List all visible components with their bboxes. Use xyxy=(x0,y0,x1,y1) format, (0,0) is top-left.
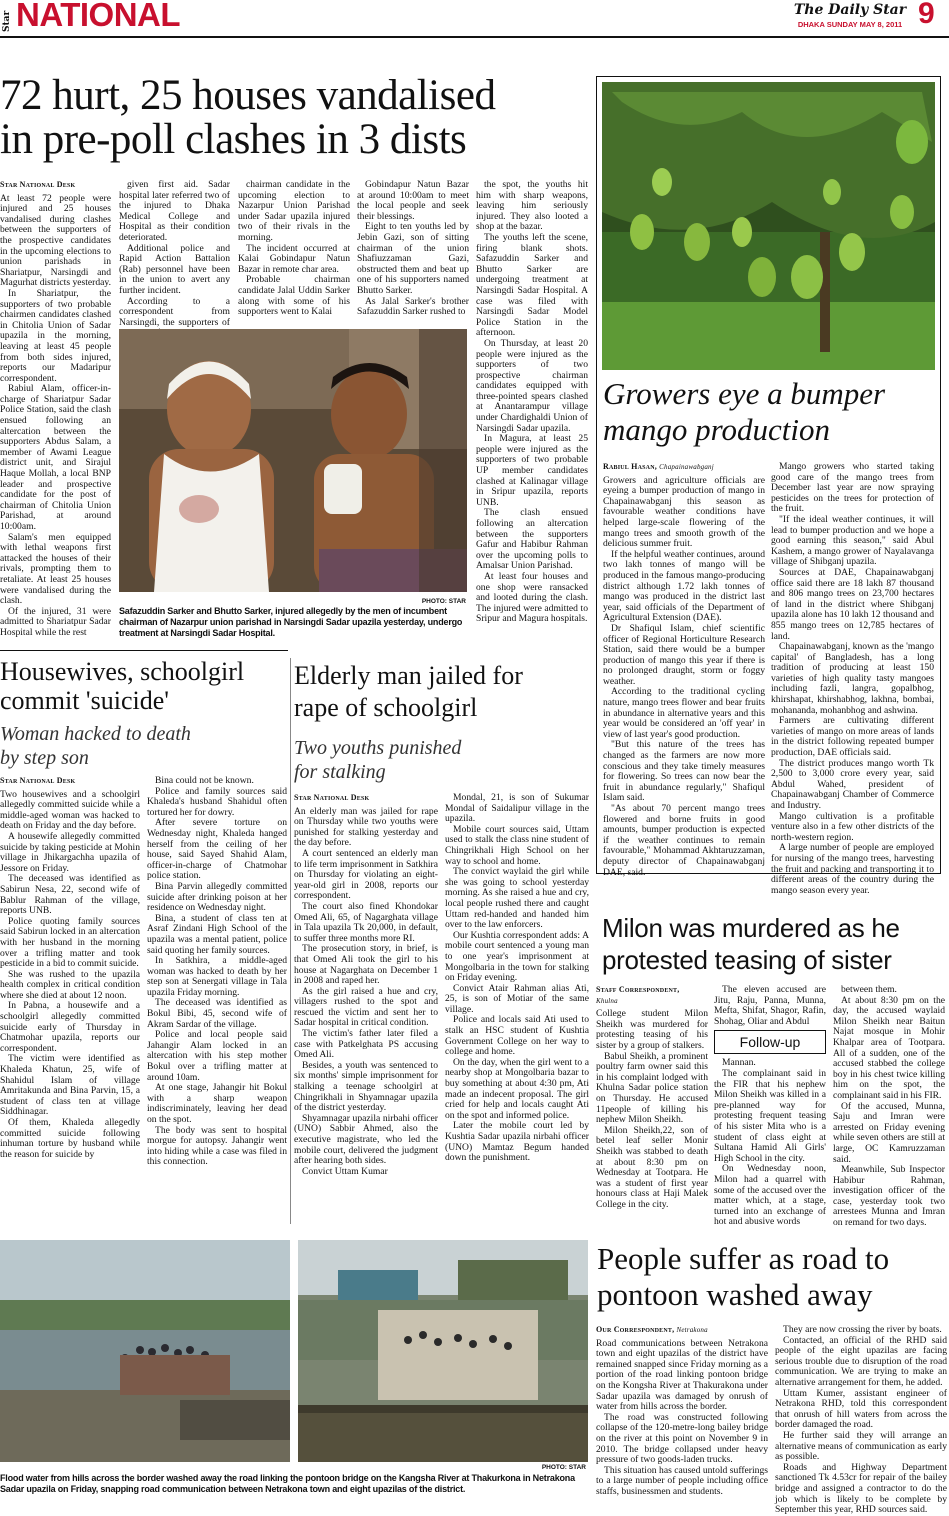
paragraph: College student Milon Sheikh was murdered for protesting teasing of his sister by a group of stalkers. xyxy=(596,1008,708,1051)
story1-col4 xyxy=(357,180,469,326)
paragraph: Probable chairman candidate Jalal Uddin Sarker along with some of his supporters went to Kalai xyxy=(238,274,350,318)
story1-headline: 72 hurt, 25 houses vandalised in pre-poll clashes in 3 dists xyxy=(0,72,496,163)
paragraph: Mondal, 21, is son of Sukumar Mondal of Saidalipur village in the upazila. xyxy=(445,792,589,825)
paragraph: Shyamnagar upazila nirbahi officer (UNO) Sabbir Ahmed, also the executive magistrate, who led the mobile court, delivered the judgment after hearing both sides. xyxy=(294,1112,438,1167)
story3-headline: Elderly man jailed for rape of schoolgirl xyxy=(294,661,523,722)
paragraph: At about 8:30 pm on the day, the accused waylaid Milon Sheikh near Baitun Najat mosque in Mohir Khalpar area of Tootpara. All of a sudden, one of the accused stabbed the college boy in his chest twice killing him on the spot, the complainant said in his FIR. xyxy=(833,994,945,1101)
paragraph: Bina, a student of class ten at Asraf Zindani High School of the upazila was a mental patient, police said quoting her family sources. xyxy=(147,912,287,956)
paragraph: Sources at DAE, Chapainawabganj office said there are 18 lakh 87 thousand and 806 mango trees on 23,700 hectares of land in the district where Shibganj upazila alone has 10 lakh 12 thousand and 855 mango trees on 12,785 hectares of land. xyxy=(771,566,934,642)
story1-col3 xyxy=(238,180,350,326)
story1-col1-text xyxy=(0,194,111,639)
story6-col2 xyxy=(775,1324,947,1516)
page-number: 9 xyxy=(918,0,935,30)
paragraph: Of them, Khaleda allegedly committed suicide following inhuman torture by husband while the reason for suicide by xyxy=(0,1117,140,1160)
paragraph: A court sentenced an elderly man to life term imprisonment in Satkhira on Thursday for violating an eight-year-old girl in 2008, reports our correspondent. xyxy=(294,847,438,902)
paragraph: Of the accused, Munna, Saju and Imran were arrested on Friday evening while seven others are still at large, OC Kamruzzaman said. xyxy=(833,1100,945,1165)
paragraph: "If the ideal weather continues, it will lead to bumper production and we hope a good earning this season," said Abul Kashem, a mango grower of Nayalavanga village of Shibganj upazila. xyxy=(771,513,934,568)
paragraph: Our Kushtia correspondent adds: A mobile court sentenced a young man to one year's imprisonment at Mongolbaria in the town for stalking on Friday evening. xyxy=(445,929,589,984)
header-rule xyxy=(0,36,949,38)
story2-col1: Star National Desk Two housewives and a schoolgirl allegedly committed suicide while a middle-aged woman was hacked to death on Friday and the day before. A housewife allegedly committed suicide by taking pesticide at Mohin village in Jhikargachha upazila of Jessore on Friday. The deceased was identified as Sabirun Nesa, 22, second wife of Bablur Rahman of the village, reports UNB. Police quoting family sources said Sabirun locked in an altercation with her husband in the morning over a trifling matter and took pesticide in a bid to commit suicide. She was rushed to the upazila health complex in critical condition where she died at about 12 noon. In Pabna, a housewife and a schoolgirl allegedly committed suicide early of Thursday in Chatmohar upazila, reports our correspondent. The victim were identified as Khaleda Khatun, 25, wife of Shahidul Islam of village Amritakunda and Bina Parvin, 15, a student of class ten at village Siddhinagar. Of them, Khaleda allegedly committed suicide following inhuman torture by husband while the reason for suicide by xyxy=(0,776,140,1160)
paragraph: Roads and Highway Department sanctioned Tk 4.53cr for repair of the bailey bridge and assigned a contractor to do the job which is likely to be complete by September this year, RHD sources said. xyxy=(775,1461,947,1516)
paragraph: The body was sent to hospital morgue for autopsy. Jahangir went into hiding while a case was filed in this connection. xyxy=(147,1124,287,1168)
paragraph: given first aid. Sadar hospital later referred two of the injured to Dhaka Medical College and Hospital as their condition deteriorated. xyxy=(119,179,230,243)
paragraph: A large number of people are employed for nursing of the mango trees, harvesting the fruit and packing and transporting it to different areas of the country during the mango season every year. xyxy=(771,842,934,896)
paragraph: As Jalal Sarker's brother Safazuddin Sarker rushed to xyxy=(357,295,469,318)
paragraph: Dr Shafiqul Islam, chief scientific officer of Regional Horticulture Research Station, said there would be a bumper production of mango this year if there is no prolonged draught, storm or foggy weather. xyxy=(603,622,765,687)
story1-col1: Star National Desk At least 72 people were injured and 25 houses vandalised during clashes between the supporters of the prospective candidates in the upcoming elections to union parishads in Shariatpur, Narsingdi and Magurhat districts yesterday. In Shariatpur, the supporters of two probable chairmen candidates clashed in Chitolia Union of Sadar upazila in the morning, leaving at least 45 people from both sides injured, reports our Madaripur correspondent. Rabiul Alam, officer-in-charge of Shariatpur Sadar Police Station, said the clash ensued following an altercation between the supporters Abdus Salam, a member of Awami League district unit, and Sirajul Haque Mollah, a local BNP leader and prospective candidate for the post of chairman of Chitolia Union Parishad, at around 10:00am. Salam's men equipped with lethal weapons first attacked the houses of their rivals, prompting them to retaliate. At least 25 houses were vandalised during the clash. Of the injured, 31 were admitted to Shariatpur Sadar Hospital while the rest xyxy=(0,180,112,638)
paragraph: Rabiul Alam, officer-in-charge of Shariatpur Sadar Police Station, said the clash ensued following an altercation between the supporters Abdus Salam, a member of Awami League district unit, and Sirajul Haque Mollah, a local BNP leader and prospective candidate for the post of chairman of Chitolia Union Parishad, at around 10:00am. xyxy=(0,383,111,532)
paragraph: chairman candidate in the upcoming election to Nazarpur Union Parishad under Sadar upazila injured two of their rivals in the morning. xyxy=(238,179,350,243)
paragraph: According to a correspondent from Narsingdi, the supporters of xyxy=(119,295,230,328)
paragraph: Besides, a youth was sentenced to six months' simple imprisonment for stalking a teenage schoolgirl at Chingrikhali in Shyamnagar upazila of the district yesterday. xyxy=(294,1059,438,1114)
paragraph: After severe torture on Wednesday night, Khaleda hanged herself from the ceiling of her house, said Sayed Shahid Alam, officer-in-charge of Chatmohar police station. xyxy=(147,817,287,882)
paragraph: Growers and agriculture officials are eyeing a bumper production of mango in Chapainawabganj this season as favourable weather conditions have helped large-scale flowering of the mango trees and smooth growth of the delicious summer fruit. xyxy=(603,474,765,550)
paragraph: "But this nature of the trees has changed as the farmers are now more conscious and they take timely measures for flowering. So trees can now bear the fruit in abundance regularly," Shafiqul Islam said. xyxy=(603,739,765,804)
story6-photo-credit: PHOTO: STAR xyxy=(541,1464,586,1471)
story1-photo-credit: PHOTO: STAR xyxy=(421,598,466,605)
paragraph: Police and family sources said Khaleda's husband Shahidul often tortured her for dowry. xyxy=(147,785,287,818)
story4-col1: Rabiul Hasan, Chapainawabganj Growers and agriculture officials are eyeing a bumper production of mango in Chapainawabganj this season as favourable weather conditions have helped large-scale flowering of the mango trees and smooth growth of the delicious summer fruit. If the helpful weather continues, around two lakh tonnes of mango will be produced in the famous mango-producing district although 1.72 lakh tonnes of mango was produced in the district last year, said officials of the Department of Agricultural Extension (DAE). Dr Shafiqul Islam, chief scientific officer of Regional Horticulture Research Station, said there would be a bumper production of mango this year if there is no prolonged draught, storm or foggy weather. According to the traditional cycling nature, mango trees flower and bear fruits in abundance in alternative years and this year would be considered an 'off year' in view of last year's good production. "But this nature of the trees has changed as the farmers are now more conscious and they take timely measures for flowering. So trees can now bear the fruit in abundance regularly," Shafiqul Islam said. "As about 70 percent mango trees flowered and borne fruits in good amounts, bumper production is expected if the weather continues to remain favourable," Mohammad Akhtaruzzaman, deputy director of Chapainawabganj DAE, said. xyxy=(603,462,765,878)
paragraph: The youths left the scene, firing blank shots. Safazuddin Sarker and Bhutto Sarker are undergoing treatment at Narsingdi Sadar Hospital. A case was filed with Narsingdi Sadar Model Police Station in the afternoon. xyxy=(476,231,588,339)
paragraph: between them. xyxy=(841,984,897,995)
paragraph: The deceased was identified as Bokul Bibi, 45, second wife of Akram Sardar of the village. xyxy=(147,997,287,1030)
paragraph: Mannan. xyxy=(722,1057,756,1069)
paragraph: Two housewives and a schoolgirl allegedly committed suicide while a middle-aged woman was hacked to death on Friday and the day before. xyxy=(0,788,140,832)
paragraph: Gobindapur Natun Bazar at around 10:00am to meet the local people and seek their blessings. xyxy=(357,179,469,222)
paragraph: Bina could not be known. xyxy=(155,775,254,786)
paragraph: In Pabna, a housewife and a schoolgirl allegedly committed suicide early of Thursday in Chatmohar upazila, reports our correspondent. xyxy=(0,1000,140,1054)
paragraph: An elderly man was jailed for rape on Thursday while two youths were punished for stalking yesterday and the day before. xyxy=(294,805,438,849)
paragraph: Later the mobile court led by Kushtia Sadar upazila nirbahi officer (UNO) Mamtaz Begum handed down the punishment. xyxy=(445,1120,589,1164)
story3-col2 xyxy=(445,793,589,1229)
paragraph: At one stage, Jahangir hit Bokul with a sharp weapon indiscriminately, leaving her dead on the spot. xyxy=(147,1082,287,1125)
paragraph: The road was constructed following collapse of the 120-metre-long bailey bridge on the river at this point on November 9 in 2010. The bridge collapsed under heavy pressure of two goods-laden trucks. xyxy=(596,1411,768,1466)
paragraph: At least 72 people were injured and 25 houses vandalised during clashes between the supporters of the prospective candidates in the upcoming elections to union parishads in Shariatpur, Narsingdi and Magurhat districts yesterday. xyxy=(0,192,112,289)
masthead-logo: Star xyxy=(2,10,12,32)
paragraph: A housewife allegedly committed suicide by taking pesticide at Mohin village in Jhikargachha upazila of Jessore on Friday. xyxy=(0,830,140,874)
paragraph: If the helpful weather continues, around two lakh tonnes of mango will be produced in the famous mango-producing district although 1.72 lakh tonnes of mango was produced in the district last year, said officials of the Department of Agricultural Extension (DAE). xyxy=(603,548,765,624)
story3-col1: Star National Desk An elderly man was jailed for rape on Thursday while two youths were punished for stalking yesterday and the day before. A court sentenced an elderly man to life term imprisonment in Satkhira on Thursday for violating an eight-year-old girl in 2008, reports our correspondent. The court also fined Khondokar Omed Ali, 65, of Nagarghata village in Tala upazila Tk 20,000, in default, to suffer three months more RI. The prosecution story, in brief, is that Omed Ali took the girl to his house at Nagarghata on December 1 in 2008 and raped her. As the girl raised a hue and cry, villagers rushed to the spot and rescued the victim and sent her to Sadar hospital in critical condition. The victim's father later filed a case with Patkelghata PS accusing Omed Ali. Besides, a youth was sentenced to six months' simple imprisonment for stalking a teenage schoolgirl at Chingrikhali in Shyamnagar upazila of the district yesterday. Shyamnagar upazila nirbahi officer (UNO) Sabbir Ahmed, also the executive magistrate, who led the mobile court, delivered the judgment after hearing both sides. Convict Uttam Kumar xyxy=(294,793,438,1177)
story2-deck: Woman hacked to death by step son xyxy=(0,723,191,769)
flood-photo-left xyxy=(0,1240,290,1462)
paragraph: Farmers are cultivating different varieties of mango on more areas of lands in the district following repeated bumper production, DAE officials said. xyxy=(771,715,934,759)
paragraph: Convict Uttam Kumar xyxy=(302,1165,388,1177)
paragraph: "As about 70 percent mango trees flowered and borne fruits in good amounts, bumper production is expected if the weather continues to remain favourable," Mohammad Akhtaruzzaman, deputy director of Chapainawabganj DAE, said. xyxy=(603,803,765,878)
flood-photo-right xyxy=(298,1240,588,1462)
story5-col2 xyxy=(714,985,826,1230)
story5-col3 xyxy=(833,985,945,1230)
section-title: NATIONAL xyxy=(16,0,181,33)
paragraph: Salam's men equipped with lethal weapons first attacked the houses of their rivals, prompting them to retaliate. At least 25 houses were vandalised during the clash. xyxy=(0,531,111,607)
story4-headline: Growers eye a bumper mango production xyxy=(603,376,886,447)
story5-col1: Staff Correspondent, Khulna College student Milon Sheikh was murdered for protesting teasing of his sister by a group of stalkers. Babul Sheikh, a prominent poultry farm owner said this in his complaint lodged with Khulna Sadar police station on Thursday. He accused 11people of killing his nephew Milon Sheikh. Milon Sheikh,22, son of betel leaf seller Monir Sheikh was stabbed to death at about 8:30 pm on Wednesday at Tootpara. He was a student of first year honours class at Haji Malek College in the city. xyxy=(596,985,708,1210)
paragraph: Contacted, an official of the RHD said people of the eight upazilas are facing serious trouble due to disruption of the road communication. We are trying to make an alternative arrangement for them, he added. xyxy=(775,1334,947,1388)
paragraph: The incident occurred at Kalai Gobindapur Natun Bazar in remote char area. xyxy=(238,242,350,275)
story1-photo-caption: Safazuddin Sarker and Bhutto Sarker, injured allegedly by the men of incumbent chairman of Nazarpur union parishad in Narsingdi Sadar upazila yesterday, undergo treatment at Narsingdi Sadar Hospital. xyxy=(119,606,463,638)
story1-col2 xyxy=(119,180,230,326)
paragraph: The complainant said in the FIR that his nephew Milon Sheikh was killed in a pre-planned way for protesting frequent teasing of his sister Mita who is a student of class eight at Sultana Hamid Ali Girls' High School in the city. xyxy=(714,1067,826,1164)
paragraph: The clash ensued following an altercation between the supporters Gafur and Habibur Rahman over the upcoming polls to Amalsar Union Parishad. xyxy=(476,507,588,572)
paragraph: Road communications between Netrakona town and eight upazilas of the district have remained snapped since Friday morning as a portion of the road linking pontoon bridge on the Kongsha River at Thakurakona under Sadar upazila was damaged by onrush of water from hills across the border. xyxy=(596,1337,768,1413)
paragraph: Babul Sheikh, a prominent poultry farm owner said this in his complaint lodged with Khulna Sadar police station on Thursday. He accused 11people of killing his nephew Milon Sheikh. xyxy=(596,1050,708,1126)
mango-tree-photo xyxy=(602,82,935,370)
paragraph: Additional police and Rapid Action Battalion (Rab) personnel have been in the union to avert any further incident. xyxy=(119,242,230,296)
paragraph: On the day, when the girl went to a nearby shop at Mongolbaria bazar to buy something at about 4:30 pm, Ati made an indecent proposal. The girl cried for help and locals caught Ati on the spot and informed police. xyxy=(445,1056,589,1121)
paragraph: Meanwhile, Sub Inspector Habibur Rahman, investigation officer of the case, yesterday took two arrestees Munna and Imran on remand for two days. xyxy=(833,1164,945,1229)
paragraph: Uttam Kumer, assistant engineer of Netrakona RHD, told this correspondent that onrush of hill waters from across the border damaged the road. xyxy=(775,1387,947,1431)
paragraph: Police and local people said Jahangir Alam locked in an altercation with his step mother Bokul over a trifling matter at around 10am. xyxy=(147,1029,287,1083)
paragraph: The prosecution story, in brief, is that Omed Ali took the girl to his house at Nagarghata on December 1 in 2008 and raped her. xyxy=(294,943,438,987)
story6-col1: Our Correspondent, Netrakona Road communications between Netrakona town and eight upazilas of the district have remained snapped since Friday morning as a portion of the road linking pontoon bridge on the Kongsha River at Thakurakona under Sadar upazila was damaged by onrush of water from hills across the border. The road was constructed following collapse of the 120-metre-long bailey bridge on the river at this point on November 9 in 2010. The bridge collapsed under heavy pressure of two goods-laden trucks. This situation has caused untold sufferings to a large number of people including office staffs, businessmen and students. xyxy=(596,1325,768,1497)
paragraph: The court also fined Khondokar Omed Ali, 65, of Nagarghata village in Tala upazila Tk 20,000, in default, to suffer three months more RI. xyxy=(294,900,438,944)
story4-col2 xyxy=(771,461,934,896)
paragraph: He further said they will arrange an alternative means of communication as early as possible. xyxy=(775,1429,947,1463)
paragraph: Of the injured, 31 were admitted to Shariatpur Sadar Hospital while the rest xyxy=(0,605,111,638)
paragraph: Police and locals said Ati used to stalk an HSC student of Kushtia Government College on her way to college and home. xyxy=(445,1014,589,1058)
story1-col5 xyxy=(476,180,588,645)
paragraph: In Satkhira, a middle-aged woman was hacked to death by her step son at Senergati village in Tala upazila Friday morning. xyxy=(147,955,287,998)
paragraph: As the girl raised a hue and cry, villagers rushed to the spot and rescued the victim and sent her to Sadar hospital in critical condition. xyxy=(294,985,438,1029)
paragraph: The district produces mango worth Tk 2,500 to 3,000 crore every year, said Abdul Wahed, president of Chapainawabganj Chamber of Commerce and Industry. xyxy=(771,757,934,811)
followup-tag: Follow-up xyxy=(714,1030,826,1054)
paragraph: In Magura, at least 25 people were injured as the supporters of two probable UP member candidates clashed at Kalinagar village in Sripur upazila, reports UNB. xyxy=(476,433,588,508)
paragraph: Eight to ten youths led by Jebin Gazi, son of sitting chairman of the union Shafiuzzaman Gazi, obstructed them and beat up one of his supporters named Bhutto Sarker. xyxy=(357,221,469,296)
injured-men-photo xyxy=(119,329,467,592)
paragraph: Police quoting family sources said Sabirun locked in an altercation with her husband in the morning over a trifling matter and took pesticide in a bid to commit suicide. xyxy=(0,915,140,970)
dateline: DHAKA SUNDAY MAY 8, 2011 xyxy=(797,20,903,29)
story2-headline: Housewives, schoolgirl commit 'suicide' xyxy=(0,657,245,715)
paragraph: The victim's father later filed a case with Patkelghata PS accusing Omed Ali. xyxy=(294,1028,438,1061)
paragraph: the spot, the youths hit him with sharp weapons, leaving him seriously injured. They also looted a shop at the bazar. xyxy=(476,179,588,233)
paragraph: On Thursday, at least 20 people were injured as the supporters of two prospective chairman candidates equipped with three-pointed spears clashed at Anantarampur village under Chardighaldi Union of Narsingdi Sadar upazila. xyxy=(476,337,588,434)
paragraph: The eleven accused are Jitu, Raju, Panna, Munna, Mefta, Shifat, Shagor, Rafin, Shohag, Oliar and Abdul xyxy=(714,984,826,1027)
paragraph: Mobile court sources said, Uttam used to stalk the class nine student of Chingrikhali High School on her way to school and home. xyxy=(445,823,589,867)
paragraph: Convict Atair Rahman alias Ati, 25, is son of Motiar of the same village. xyxy=(445,982,589,1015)
paragraph: She was rushed to the upazila health complex in critical condition where she died at about 12 noon. xyxy=(0,968,140,1001)
paragraph: The victim were identified as Khaleda Khatun, 25, wife of Shahidul Islam of village Amritakunda and Bina Parvin, 15, a student of class ten at village Siddhinagar. xyxy=(0,1053,140,1118)
paragraph: Mango cultivation is a profitable venture also in a few other districts of the north-western region. xyxy=(771,810,934,843)
paragraph: Chapainawabganj, known as the 'mango capital' of Bangladesh, has a long tradition of producing at least 150 varieties of high quality tasty mangoes including fazli, langra, gopalbhog, khirshapat, khirshabhog, lakhna, bombai, mohananda, mohanbhog and ashwina. xyxy=(771,641,934,716)
paragraph: The convict waylaid the girl while she was going to school yesterday morning. As she raised a hue and cry, local people rushed there and caught Uttam red-handed and handed him over to the law enforcers. xyxy=(445,866,589,931)
paper-name: The Daily Star xyxy=(793,2,907,18)
paragraph: This situation has caused untold sufferings to a large number of people including office staffs, businessmen and students. xyxy=(596,1464,768,1497)
paragraph: The deceased was identified as Sabirun Nesa, 22, second wife of Bablur Rahman of the village, reports UNB. xyxy=(0,873,140,917)
story2-col2 xyxy=(147,776,287,1228)
paragraph: Mango growers who started taking good care of the mango trees from December last year are now spraying pesticides on the trees for protection of the fruit. xyxy=(771,461,934,515)
story6-photo-caption: Flood water from hills across the border washed away the road linking the pontoon bridge on the Kangsha River at Thakurkona in Netrakona Sadar upazila on Friday, snapping road communication between Netrakona town and eight upazilas of the district. xyxy=(0,1473,575,1494)
story5-headline: Milon was murdered as he protested teasing of sister xyxy=(602,913,900,975)
story3-divider xyxy=(290,658,291,1224)
story6-headline: People suffer as road to pontoon washed away xyxy=(597,1241,890,1312)
paragraph: On Wednesday noon, Milon had a quarrel with some of the accused over the matter which, at a stage, turned into an exchange of hot and abusive words xyxy=(714,1163,826,1228)
paragraph: Bina Parvin allegedly committed suicide after drinking poison at her residence on Wednesday night. xyxy=(147,880,287,914)
story3-deck: Two youths punished for stalking xyxy=(294,737,462,783)
paragraph: In Shariatpur, the supporters of two probable chairmen candidates clashed in Chitolia Union of Sadar upazila in the morning, leaving at least 45 people from both sides injured, reports our Madaripur correspondent. xyxy=(0,287,111,384)
story2-top-rule xyxy=(0,650,288,651)
paragraph: They are now crossing the river by boats. xyxy=(783,1324,942,1335)
paragraph: According to the traditional cycling nature, mango trees flower and bear fruits in abundance in alternative years and this year would be considered an 'off year' in view of last year's good production. xyxy=(603,686,765,740)
paragraph: Milon Sheikh,22, son of betel leaf seller Monir Sheikh was stabbed to death at about 8:30 pm on Wednesday at Tootpara. He was a student of first year honours class at Haji Malek College in the city. xyxy=(596,1124,708,1210)
paragraph: At least four houses and one shop were ransacked and looted during the clash. The injured were admitted to Sripur and Magura hospitals. xyxy=(476,570,588,625)
